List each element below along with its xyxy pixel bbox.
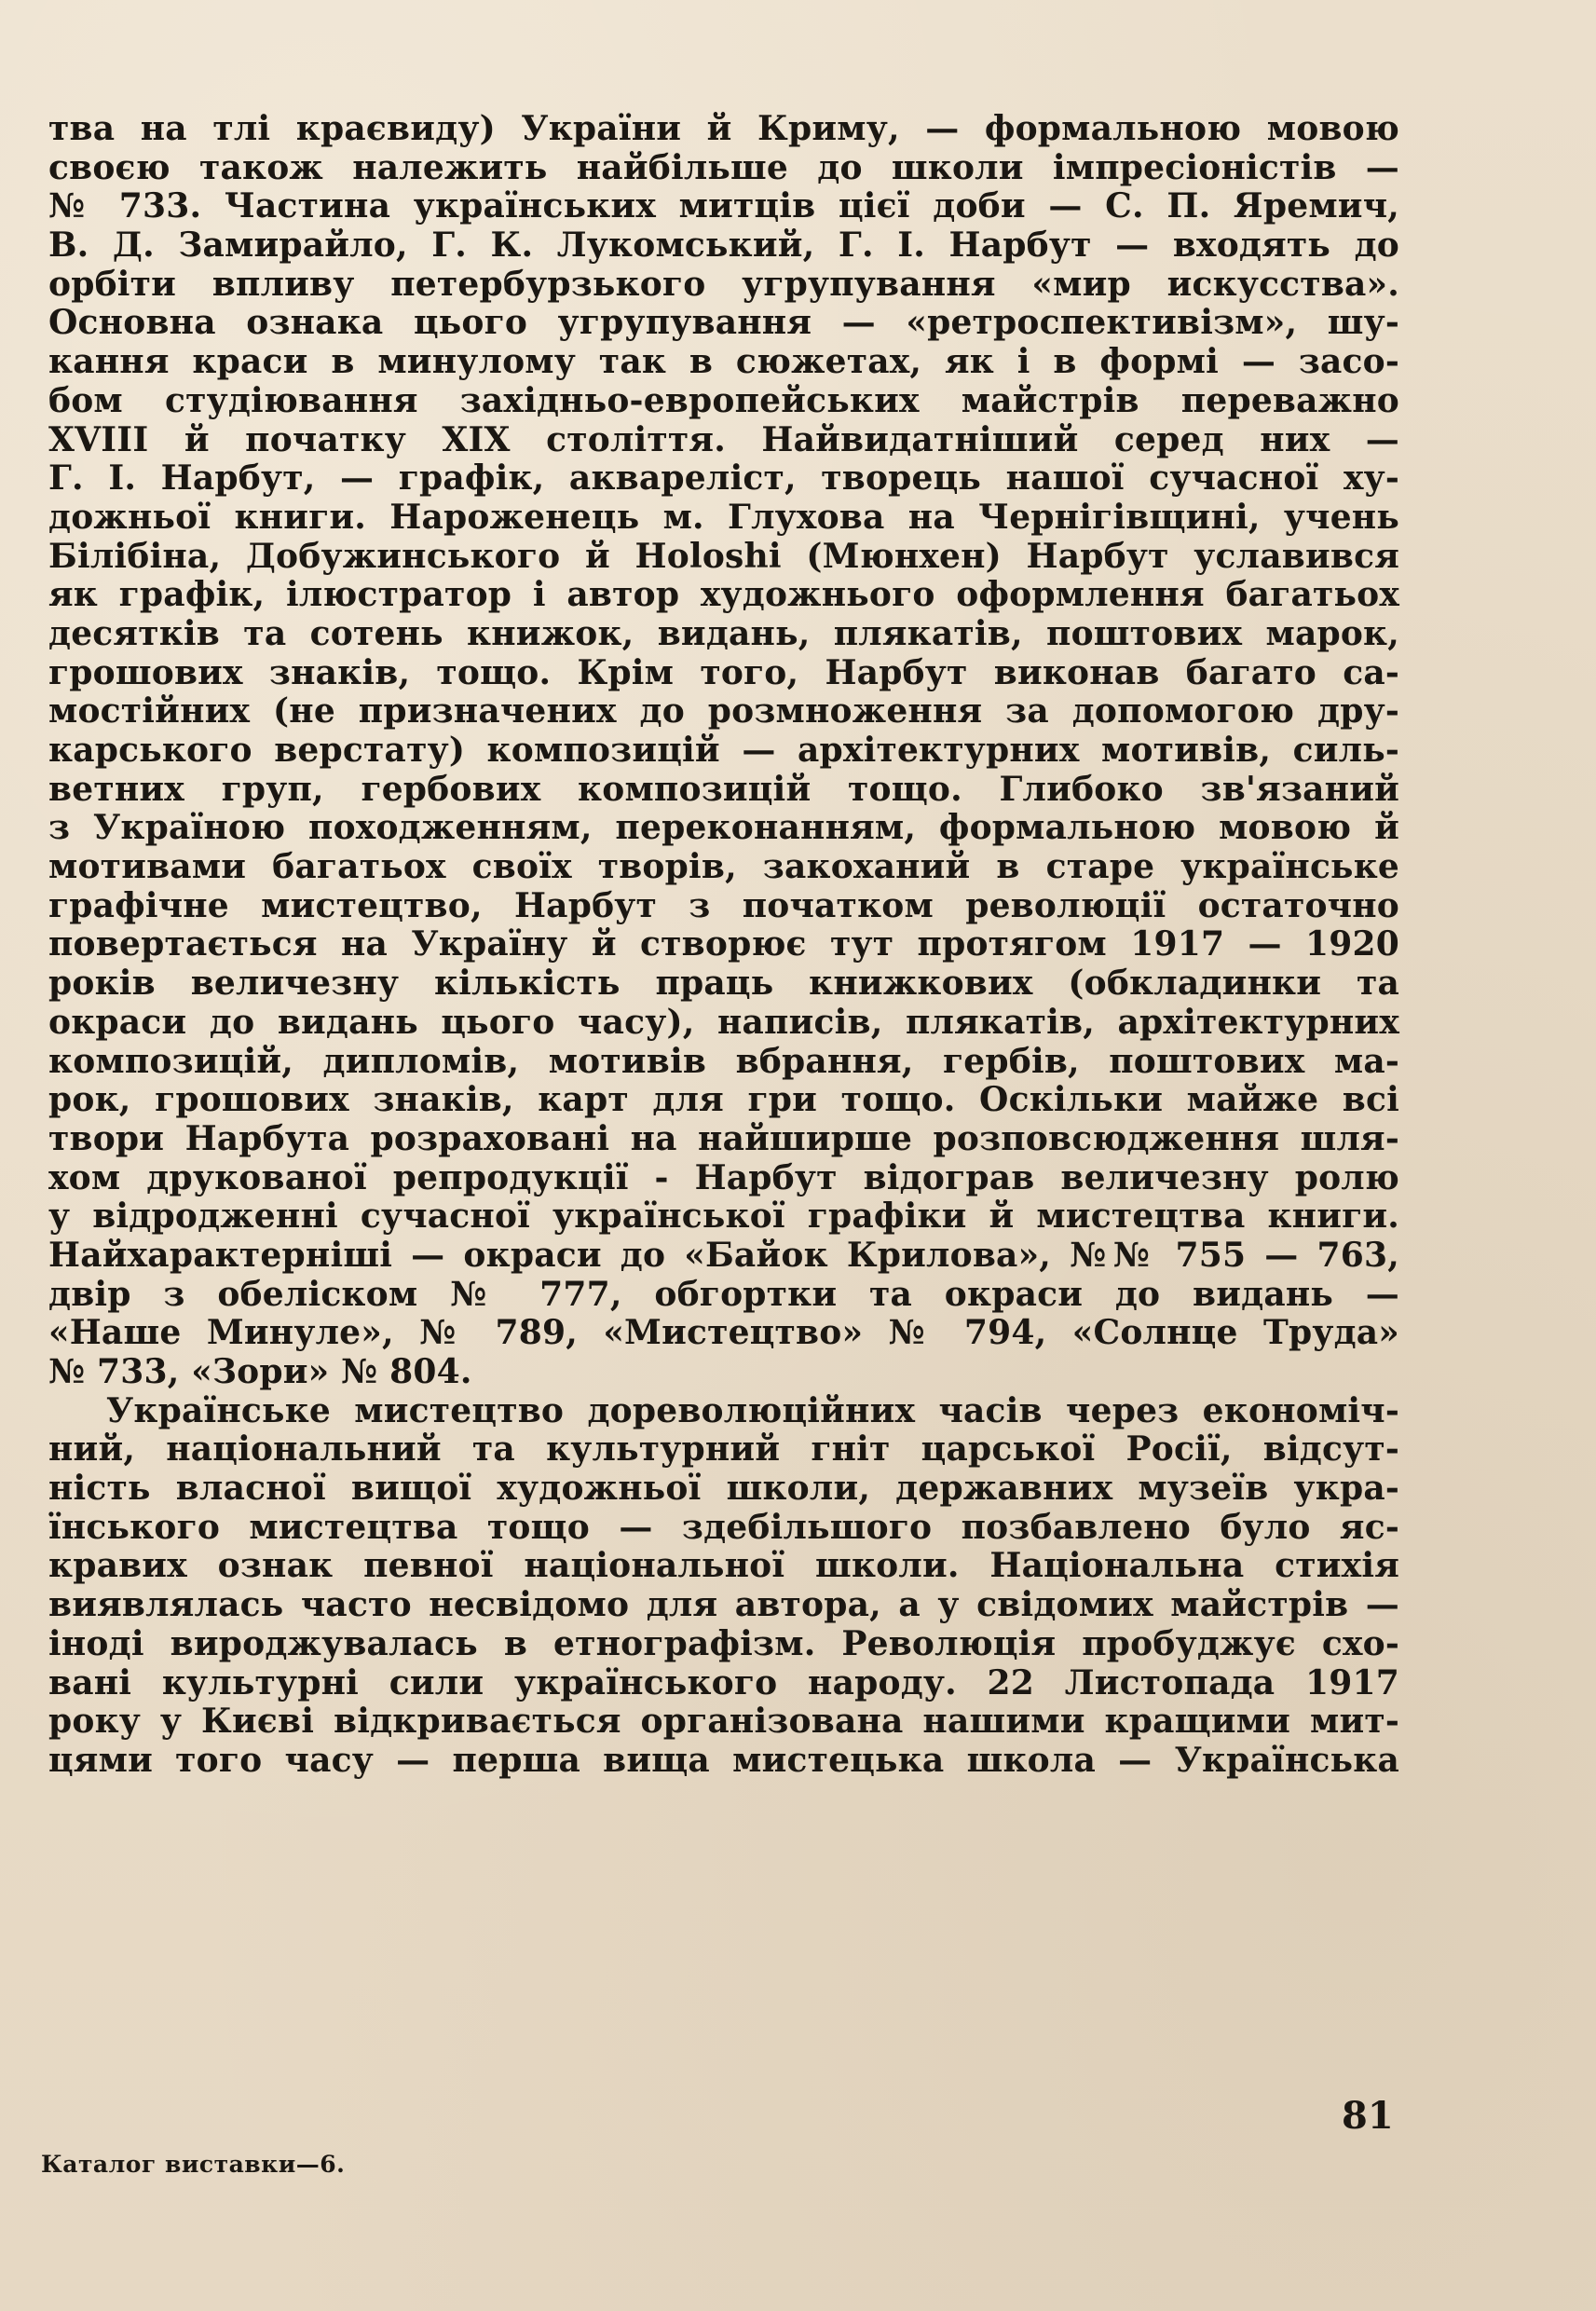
text-line: їнського мистецтва тощо — здебільшого позбавлено було яс-: [48, 1507, 1399, 1547]
text-line: № 733, «Зори» № 804.: [48, 1352, 472, 1391]
text-line: десятків та сотень книжок, видань, плякатів, поштових марок,: [48, 613, 1399, 653]
text-line: у відродженні сучасної української графіки й мистецтва книги.: [48, 1197, 1399, 1237]
text-line: Основна ознака цього угрупування — «ретроспективізм», шу-: [48, 303, 1399, 343]
text-line: «Наше Минуле», № 789, «Мистецтво» № 794, «Солнце Труда»: [48, 1313, 1399, 1353]
text-line: композицій, дипломів, мотивів вбрання, гербів, поштових ма-: [48, 1041, 1399, 1081]
text-line: іноді вироджувалась в етнографізм. Революція пробуджує схо-: [48, 1623, 1399, 1663]
text-line: графічне мистецтво, Нарбут з початком революції остаточно: [48, 885, 1399, 925]
text-line: хом друкованої репродукції - Нарбут відограв величезну ролю: [48, 1157, 1399, 1197]
text-line: ність власної вищої художньої школи, державних музеїв укра-: [48, 1469, 1399, 1509]
text-line: Г. І. Нарбут, — графік, аквареліст, творець нашої сучасної ху-: [48, 458, 1399, 499]
printer-signature: Каталог виставки—6.: [41, 2151, 346, 2178]
text-line: рок, грошових знаків, карт для гри тощо. Оскільки майже всі: [48, 1080, 1399, 1120]
text-line: з Україною походженням, переконанням, формальною мовою й: [48, 808, 1399, 848]
text-line: тва на тлі краєвиду) України й Криму, — формальною мовою: [48, 109, 1399, 148]
text-line: повертається на Україну й створює тут протягом 1917 — 1920: [48, 924, 1399, 964]
body-text: [48, 110, 1399, 1781]
text-line: мостійних (не призначених до розмноження за допомогою дру-: [48, 691, 1399, 732]
text-line: орбіти впливу петербурзького угрупування «мир искусства».: [48, 264, 1399, 304]
text-line: ний, національний та культурний гніт царської Росії, відсут-: [48, 1429, 1399, 1470]
text-line: як графік, ілюстратор і автор художнього оформлення багатьох: [48, 575, 1399, 615]
text-line: окраси до видань цього часу), написів, плякатів, архітектурних: [48, 1002, 1399, 1042]
text-line: ветних груп, гербових композицій тощо. Глибоко зв'язаний: [48, 769, 1399, 809]
text-line: кання краси в минулому так в сюжетах, як і в формі — засо-: [48, 342, 1399, 382]
text-line: Найхарактерніші — окраси до «Байок Крилова», №№ 755 — 763,: [48, 1235, 1399, 1275]
paragraph-1: [48, 110, 1399, 1392]
text-line: Українське мистецтво дореволюційних часів через економіч-: [106, 1390, 1399, 1430]
text-line: мотивами багатьох своїх творів, закоханий в старе українське: [48, 847, 1399, 887]
text-line: цями того часу — перша вища мистецька школа — Українська: [48, 1740, 1399, 1780]
text-line: карського верстату) композицій — архітектурних мотивів, силь-: [48, 731, 1399, 770]
text-line: В. Д. Замирайло, Г. К. Лукомський, Г. І. Нарбут — входять до: [48, 226, 1399, 266]
text-line: XVIII й початку XIX століття. Найвидатніший серед них —: [48, 419, 1399, 459]
text-line: дожньої книги. Нароженець м. Глухова на Чернігівщині, учень: [48, 497, 1399, 537]
text-line: твори Нарбута розраховані на найширше розповсюдження шля-: [48, 1118, 1399, 1158]
text-line: № 733. Частина українських митців цієї доби — С. П. Яремич,: [48, 186, 1399, 226]
text-line: років величезну кількість праць книжкових (обкладинки та: [48, 964, 1399, 1004]
text-line: бом студіювання західньо-европейських майстрів переважно: [48, 380, 1399, 420]
text-line: кравих ознак певної національної школи. Національна стихія: [48, 1546, 1399, 1586]
paragraph-2: [48, 1392, 1399, 1781]
text-line: виявлялась часто несвідомо для автора, а у свідомих майстрів —: [48, 1585, 1399, 1625]
text-line: року у Києві відкривається організована нашими кращими мит-: [48, 1702, 1399, 1742]
text-line: вані культурні сили українського народу. 22 Листопада 1917: [48, 1662, 1399, 1702]
page-number: 81: [1342, 2094, 1394, 2138]
text-line: грошових знаків, тощо. Крім того, Нарбут виконав багато са-: [48, 652, 1399, 692]
text-line: двір з обеліском № 777, обгортки та окраси до видань —: [48, 1274, 1399, 1314]
text-line: своєю також належить найбільше до школи імпресіоністів —: [48, 147, 1399, 187]
text-line: Білібіна, Добужинського й Holoshi (Мюнхен) Нарбут уславився: [48, 536, 1399, 576]
